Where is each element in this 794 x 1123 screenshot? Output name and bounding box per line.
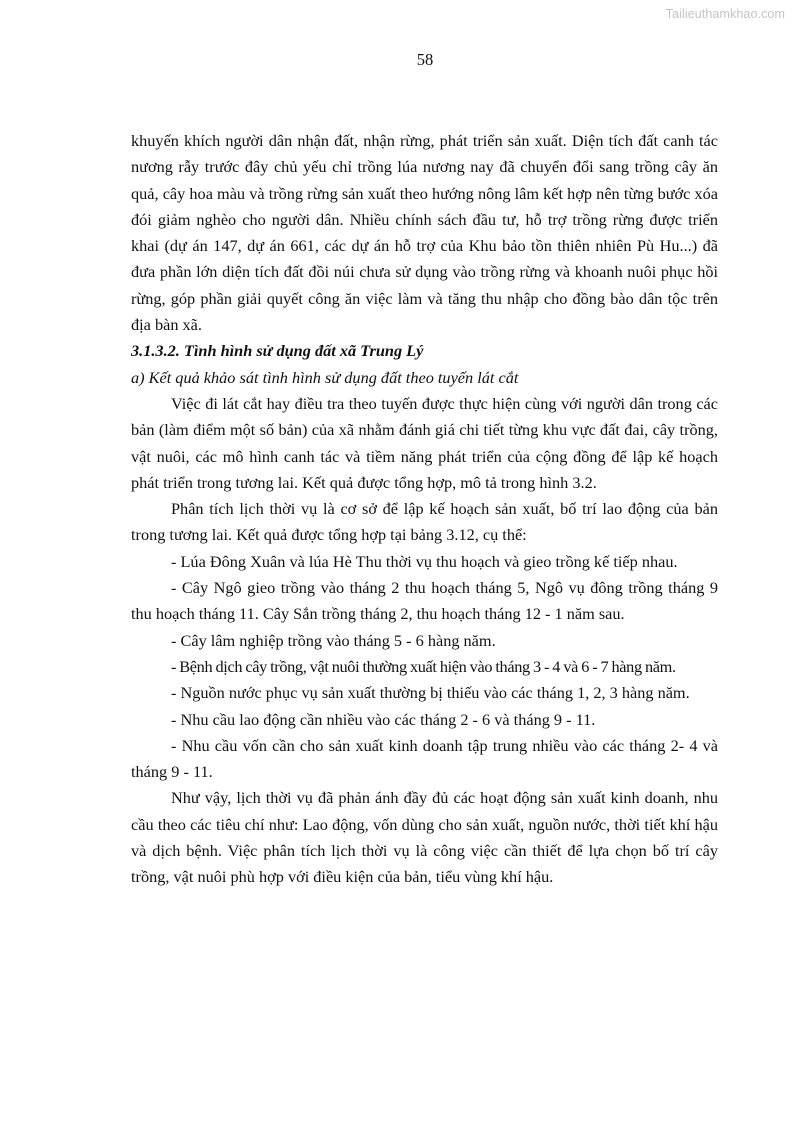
section-heading: 3.1.3.2. Tình hình sử dụng đất xã Trung Lý [131,341,424,361]
list-item: - Cây lâm nghiệp trồng vào tháng 5 - 6 hàng năm. [171,630,496,650]
document-body [131,128,718,891]
watermark-text: Tailieuthamkhao.com [665,7,785,21]
conclusion-paragraph: Như vậy, lịch thời vụ đã phản ánh đầy đủ các hoạt động sản xuất kinh doanh, nhu cầu theo các tiêu chí như: Lao động, vốn dùng cho sản xuất, nguồn nước, thời tiết khí hậu và dịch bệnh. Việc phân tích lịch thời vụ là công việc cần thiết để lựa chọn bố trí cây trồng, vật nuôi phù hợp với điều kiện của bản, tiểu vùng khí hậu. [131,788,718,887]
list-item: - Cây Ngô gieo trồng vào tháng 2 thu hoạch tháng 5, Ngô vụ đông trồng tháng 9 thu hoạch tháng 11. Cây Sắn trồng tháng 2, thu hoạch tháng 12 - 1 năm sau. [131,578,718,624]
list-item: - Nhu cầu vốn cần cho sản xuất kinh doanh tập trung nhiều vào các tháng 2- 4 và tháng 9 - 11. [131,735,718,782]
calendar-paragraph: Phân tích lịch thời vụ là cơ sở để lập kế hoạch sản xuất, bố trí lao động của bản trong tương lai. Kết quả được tổng hợp tại bảng 3.12, cụ thể: [131,499,718,545]
list-item: - Bệnh dịch cây trồng, vật nuôi thường xuất hiện vào tháng 3 - 4 và 6 - 7 hàng năm. [171,656,676,676]
page-number: 58 [416,50,434,69]
list-item: - Lúa Đông Xuân và lúa Hè Thu thời vụ thu hoạch và gieo trồng kế tiếp nhau. [171,551,678,571]
subsection-heading: a) Kết quả khảo sát tình hình sử dụng đất theo tuyến lát cắt [131,367,519,387]
list-item: - Nguồn nước phục vụ sản xuất thường bị thiếu vào các tháng 1, 2, 3 hàng năm. [171,683,690,703]
transect-paragraph: Việc đi lát cắt hay điều tra theo tuyến được thực hiện cùng với người dân trong các bản (làm điểm một số bản) của xã nhằm đánh giá chi tiết từng khu vực đất đai, cây trồng, vật nuôi, các mô hình canh tác và tiềm năng phát triển của cộng đồng để lập kế hoạch phát triển trong tương lai. Kết quả được tổng hợp, mô tả trong hình 3.2. [131,393,718,492]
list-item: - Nhu cầu lao động cần nhiều vào các tháng 2 - 6 và tháng 9 - 11. [171,709,596,729]
intro-paragraph: khuyến khích người dân nhận đất, nhận rừng, phát triển sản xuất. Diện tích đất canh tác nương rẫy trước đây chủ yếu chỉ trồng lúa nương nay đã chuyển đổi sang trồng cây ăn quả, cây hoa màu và trồng rừng sản xuất theo hướng nông lâm kết hợp nên từng bước xóa đói giảm nghèo cho người dân. Nhiều chính sách đầu tư, hỗ trợ trồng rừng được triển khai (dự án 147, dự án 661, các dự án hỗ trợ của Khu bảo tồn thiên nhiên Pù Hu...) đã đưa phần lớn diện tích đất đồi núi chưa sử dụng vào trồng rừng và khoanh nuôi phục hồi rừng, góp phần giải quyết công ăn việc làm và tăng thu nhập cho đồng bào dân tộc trên địa bàn xã. [131,131,718,335]
